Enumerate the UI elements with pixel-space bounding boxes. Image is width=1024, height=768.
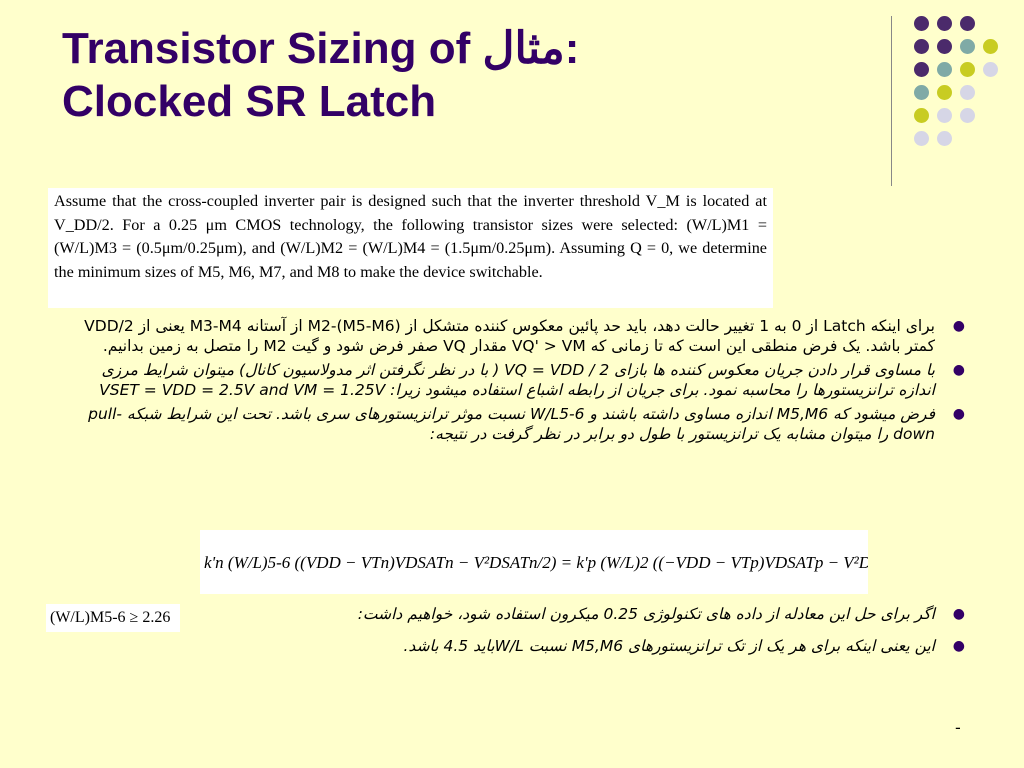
sizing-equation [200,530,868,594]
footer-mark: - [955,718,961,737]
dot [937,131,952,146]
bullet-item [60,404,965,444]
slide-title [62,22,862,128]
dot [937,108,952,123]
bullet-icon: ● [952,362,965,378]
bullet-text: اگر برای حل این معادله از داده های تکنولوژی 0.25 میکرون استفاده شود، خواهیم داشت: [357,605,935,623]
dot [960,108,975,123]
bullet-icon: ● [952,606,965,622]
dot [937,62,952,77]
dot [914,16,929,31]
bullet-text: با مساوی قرار دادن جریان معکوس کننده ها بازای VQ = VDD / 2 ( با در نظر نگرفتن اثر مدولاسیون کانال) میتوان شرایط مرزی اندازه ترانزیستورها را محاسبه نمود. برای جریان از رابطه اشباع استفاده میشود زیرا: VSET = VDD = 2.5V and VM = 1.25V [99,361,935,399]
bullet-item [60,636,965,656]
dot [914,85,929,100]
equation-text: k'n (W/L)5-6 ((VDD − VTn)VDSATn − V²DSATn/2) = k'p (W/L)2 ((−VDD − VTp)VDSATp − V²DSATp/2) [204,553,868,572]
bullet-item [60,316,965,356]
dot [983,62,998,77]
dot [914,108,929,123]
dot [960,39,975,54]
dot [914,39,929,54]
dot [937,85,952,100]
bullet-icon: ● [952,638,965,654]
bullet-text: فرض میشود که M5,M6 اندازه مساوی داشته باشند و W/L5-6 نسبت موثر ترانزیستورهای سری باشد. تحت این شرایط شبکه pull-down را میتوان مشابه یک ترانزیستور با طول دو برابر در نظر گرفت در نتیجه: [88,405,935,443]
decorative-dot-grid [910,14,1010,164]
dot [914,62,929,77]
bullet-text: این یعنی اینکه برای هر یک از تک ترانزیستورهای M5,M6 نسبت W/Lباید 4.5 باشد. [403,637,935,655]
title-line1-fa: :مثال [482,24,580,73]
dot [914,131,929,146]
bullet-icon: ● [952,406,965,422]
dot [960,85,975,100]
dot [960,62,975,77]
dot [960,16,975,31]
equation-graphic [200,530,868,594]
bullet-icon: ● [952,318,965,334]
bullet-text: برای اینکه Latch از 0 به 1 تغییر حالت دهد، باید حد پائین معکوس کننده متشکل از (M5-M6)-M2 از آستانه M3-M4 یعنی از VDD/2 کمتر باشد. یک فرض منطقی این است که تا زمانی که VQ' > VM مقدار VQ صفر فرض شود و گیت M2 را متصل به زمین بدانیم. [84,317,935,355]
textbook-excerpt: Assume that the cross-coupled inverter pair is designed such that the inverter threshold V_M is located at V_DD/2. For a 0.25 μm CMOS technology, the following transistor sizes were selected: (W/L)M1 = (W/L)M3 = (0.5μm/0.25μm), and (W/L)M2 = (W/L)M4 = (1.5μm/0.25μm). Assuming Q = 0, we determine the minimum sizes of M5, M6, M7, and M8 to make the device switchable. [48,188,773,308]
dot [937,16,952,31]
divider-line [891,16,892,186]
title-line2: Clocked SR Latch [62,77,437,126]
bullet-item [60,604,965,624]
result-inequality: (W/L)M5-6 ≥ 2.26 [46,604,180,632]
dot [983,39,998,54]
title-line1-en: Transistor Sizing of [62,24,471,73]
dot [937,39,952,54]
bullet-item [60,360,965,400]
